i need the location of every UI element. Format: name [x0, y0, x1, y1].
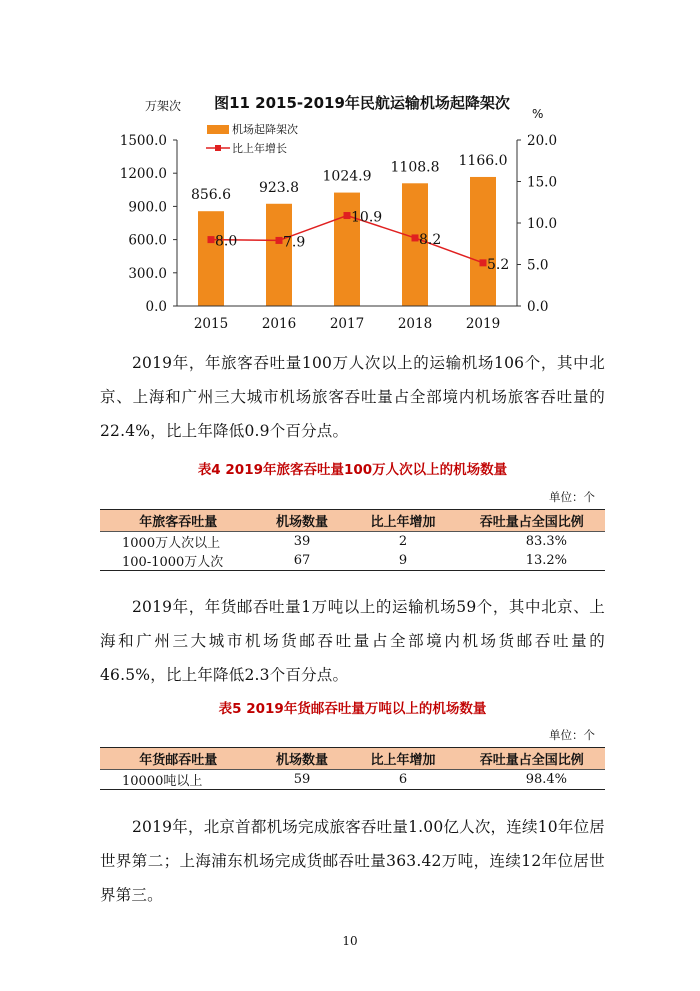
paragraph-airport-ranking: 2019年，北京首都机场完成旅客吞吐量1.00亿人次，连续10年位居世界第二；上海浦东机场完成货邮吞吐量363.42万吨，连续12年位居世界第三。 — [100, 818, 605, 904]
paragraph-cargo-throughput: 2019年，年货邮吞吐量1万吨以上的运输机场59个，其中北京、上海和广州三大城市机场货邮吞吐量占全部境内机场货邮吞吐量的46.5%，比上年降低2.3个百分点。 — [100, 598, 605, 684]
page-number: 10 — [342, 934, 358, 948]
left-axis-unit: 万架次 — [145, 99, 182, 113]
bar-series — [191, 153, 508, 306]
table-cell: 67 — [293, 553, 311, 568]
left-tick-label: 0.0 — [145, 299, 167, 315]
table-cell: 1000万人次以上 — [122, 536, 221, 551]
table4-header-row — [100, 510, 605, 532]
growth-point — [412, 234, 419, 241]
table-row — [100, 532, 605, 552]
growth-value-label: 10.9 — [351, 209, 383, 226]
table5-header-row — [100, 748, 605, 770]
growth-point — [208, 236, 215, 243]
table5-header: 比上年增加 — [347, 748, 458, 770]
growth-value-label: 7.9 — [283, 234, 306, 251]
growth-value-label: 5.2 — [487, 256, 510, 273]
table-row — [100, 551, 605, 571]
growth-value-label: 8.2 — [419, 231, 442, 248]
table-cell: 83.3% — [525, 534, 567, 549]
bar-value-label: 923.8 — [258, 179, 300, 196]
growth-value-label: 8.0 — [215, 233, 238, 250]
table-cell: 2 — [398, 534, 408, 549]
bar-value-label: 1108.8 — [390, 159, 440, 176]
left-tick-label: 1200.0 — [119, 166, 167, 183]
table-cell: 100-1000万人次 — [122, 555, 224, 570]
right-axis-unit: % — [532, 107, 544, 121]
x-tick-label: 2017 — [329, 316, 365, 332]
x-tick-label: 2018 — [397, 316, 433, 332]
right-tick-label: 0.0 — [527, 299, 549, 315]
legend-bar-label: 机场起降架次 — [232, 123, 298, 136]
bar-value-label: 856.6 — [190, 187, 232, 204]
table4 — [100, 509, 605, 571]
right-tick-label: 20.0 — [527, 133, 558, 149]
bar-value-label: 1024.9 — [322, 168, 372, 185]
legend — [206, 122, 298, 155]
table5-unit: 单位：个 — [549, 728, 595, 742]
bar — [470, 177, 496, 306]
table-cell: 59 — [293, 772, 311, 787]
legend-bar-swatch — [207, 125, 229, 134]
x-axis-ticks — [194, 316, 500, 332]
right-tick-label: 5.0 — [527, 257, 549, 274]
table-cell: 9 — [398, 553, 408, 568]
table5-header: 年货邮吞吐量 — [100, 748, 257, 770]
table-cell: 39 — [293, 534, 311, 549]
x-tick-label: 2015 — [193, 316, 229, 332]
growth-point — [344, 212, 351, 219]
bar — [198, 211, 224, 306]
left-tick-label: 300.0 — [128, 265, 167, 282]
left-tick-label: 1500.0 — [119, 133, 167, 149]
table4-header: 比上年增加 — [347, 510, 458, 532]
right-tick-label: 10.0 — [527, 216, 558, 232]
table-cell: 98.4% — [525, 772, 567, 787]
table-cell: 10000吨以上 — [122, 774, 203, 789]
table4-unit: 单位：个 — [549, 490, 595, 504]
table5 — [100, 747, 605, 790]
table-cell: 13.2% — [525, 553, 567, 568]
table4-header: 机场数量 — [257, 510, 348, 532]
table4-title: 表4 2019年旅客吞吐量100万人次以上的机场数量 — [197, 462, 508, 478]
legend-line-label: 比上年增长 — [232, 142, 287, 155]
chart-title: 图11 2015-2019年民航运输机场起降架次 — [214, 94, 510, 112]
left-tick-label: 900.0 — [128, 199, 167, 216]
table-cell: 6 — [398, 772, 408, 787]
table5-title: 表5 2019年货邮吞吐量万吨以上的机场数量 — [218, 701, 487, 717]
bar — [266, 204, 292, 306]
table5-header: 吞吐量占全国比例 — [459, 748, 605, 770]
right-axis-ticks — [517, 133, 557, 315]
airport-movements-chart — [0, 0, 700, 340]
left-tick-label: 600.0 — [128, 232, 167, 249]
x-tick-label: 2019 — [465, 316, 501, 332]
table4-header: 年旅客吞吐量 — [100, 510, 257, 532]
legend-line-marker — [215, 145, 221, 151]
table-row — [100, 770, 605, 790]
growth-point — [480, 259, 487, 266]
paragraph-passenger-throughput: 2019年，年旅客吞吐量100万人次以上的运输机场106个，其中北京、上海和广州三大城市机场旅客吞吐量占全部境内机场旅客吞吐量的22.4%，比上年降低0.9个百分点。 — [100, 354, 605, 440]
growth-point — [276, 237, 283, 244]
right-tick-label: 15.0 — [527, 174, 558, 191]
bar-value-label: 1166.0 — [458, 152, 508, 169]
table5-header: 机场数量 — [257, 748, 348, 770]
x-tick-label: 2016 — [261, 316, 297, 332]
table4-header: 吞吐量占全国比例 — [459, 510, 605, 532]
left-axis-ticks — [120, 133, 177, 315]
